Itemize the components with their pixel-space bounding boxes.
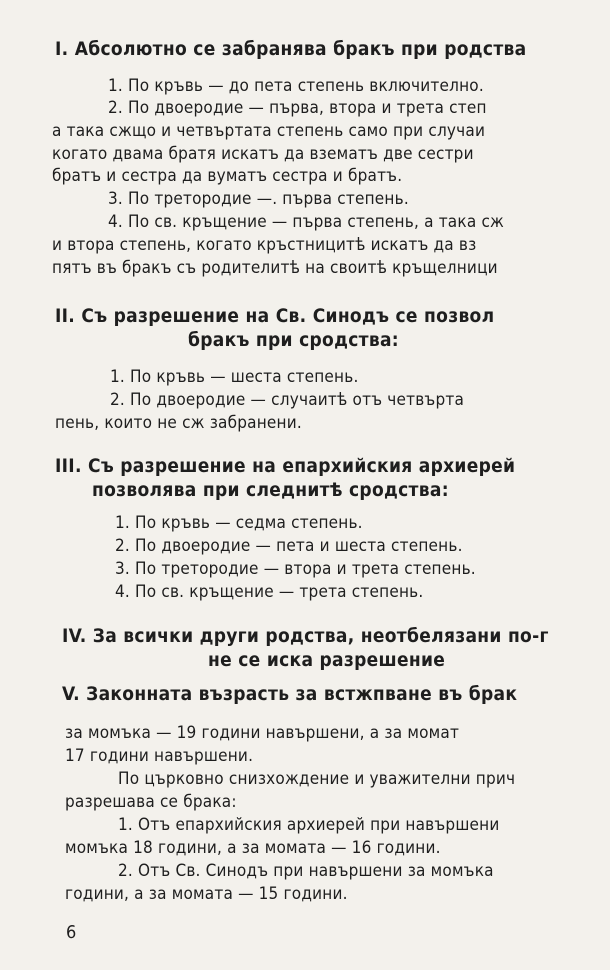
section-1-line: 4. По св. кръщение — първа степень, а така сж xyxy=(108,212,505,232)
section-4-heading: IV. За всички други родства, неотбелязани по-г xyxy=(62,625,549,647)
section-1-line: и втора степень, когато кръстницитѣ искатъ да вз xyxy=(52,235,477,255)
section-5-line: за момъка — 19 години навършени, а за момат xyxy=(65,723,460,743)
section-1-line: братъ и сестра да вуматъ сестра и братъ. xyxy=(52,166,403,186)
section-1-line: 2. По двоеродие — първа, втора и трета степ xyxy=(108,98,487,118)
page-edge-shading xyxy=(570,0,610,970)
section-5-line: години, а за момата — 15 години. xyxy=(65,884,348,904)
section-3-line: 2. По двоеродие — пета и шеста степень. xyxy=(115,536,463,556)
section-1-line: пятъ въ бракъ съ родителитѣ на своитѣ кръщелници xyxy=(52,258,498,278)
section-1-line: когато двама братя искатъ да взематъ две сестри xyxy=(52,144,474,164)
page-number: 6 xyxy=(66,922,77,943)
section-5-line: момъка 18 години, а за момата — 16 години. xyxy=(65,838,441,858)
section-5-line: 2. Отъ Св. Синодъ при навършени за момъка xyxy=(118,861,494,881)
section-2-heading: II. Съ разрешение на Св. Синодъ се позвол xyxy=(55,305,495,327)
section-5-line: разрешава се брака: xyxy=(65,792,237,812)
section-2-line: пень, които не сж забранени. xyxy=(55,413,302,433)
section-3-line: 1. По кръвь — седма степень. xyxy=(115,513,363,533)
section-2-line: 1. По кръвь — шеста степень. xyxy=(110,367,359,387)
section-1-line: а така сжщо и четвъртата степень само при случаи xyxy=(52,121,486,141)
section-5-line: 1. Отъ епархийския архиерей при навършени xyxy=(118,815,500,835)
section-4-heading-continued: не се иска разрешение xyxy=(208,649,446,671)
section-3-heading-continued: позволява при следнитѣ сродства: xyxy=(92,479,449,501)
section-2-heading-continued: бракъ при сродства: xyxy=(188,329,399,351)
section-5-heading: V. Законната възрасть за встжпване въ брак xyxy=(62,683,518,705)
section-5-line: По църковно снизхождение и уважителни прич xyxy=(118,769,516,789)
section-3-line: 4. По св. кръщение — трета степень. xyxy=(115,582,424,602)
section-1-heading: I. Абсолютно се забранява бракъ при родства xyxy=(55,38,527,60)
section-1-line: 3. По третородие —. първа степень. xyxy=(108,189,409,209)
section-2-line: 2. По двоеродие — случаитѣ отъ четвърта xyxy=(110,390,465,410)
section-5-line: 17 години навършени. xyxy=(65,746,254,766)
section-1-line: 1. По кръвь — до пета степень включително. xyxy=(108,76,484,96)
section-3-heading: III. Съ разрешение на епархийския архиерей xyxy=(55,455,516,477)
section-3-line: 3. По третородие — втора и трета степень. xyxy=(115,559,476,579)
